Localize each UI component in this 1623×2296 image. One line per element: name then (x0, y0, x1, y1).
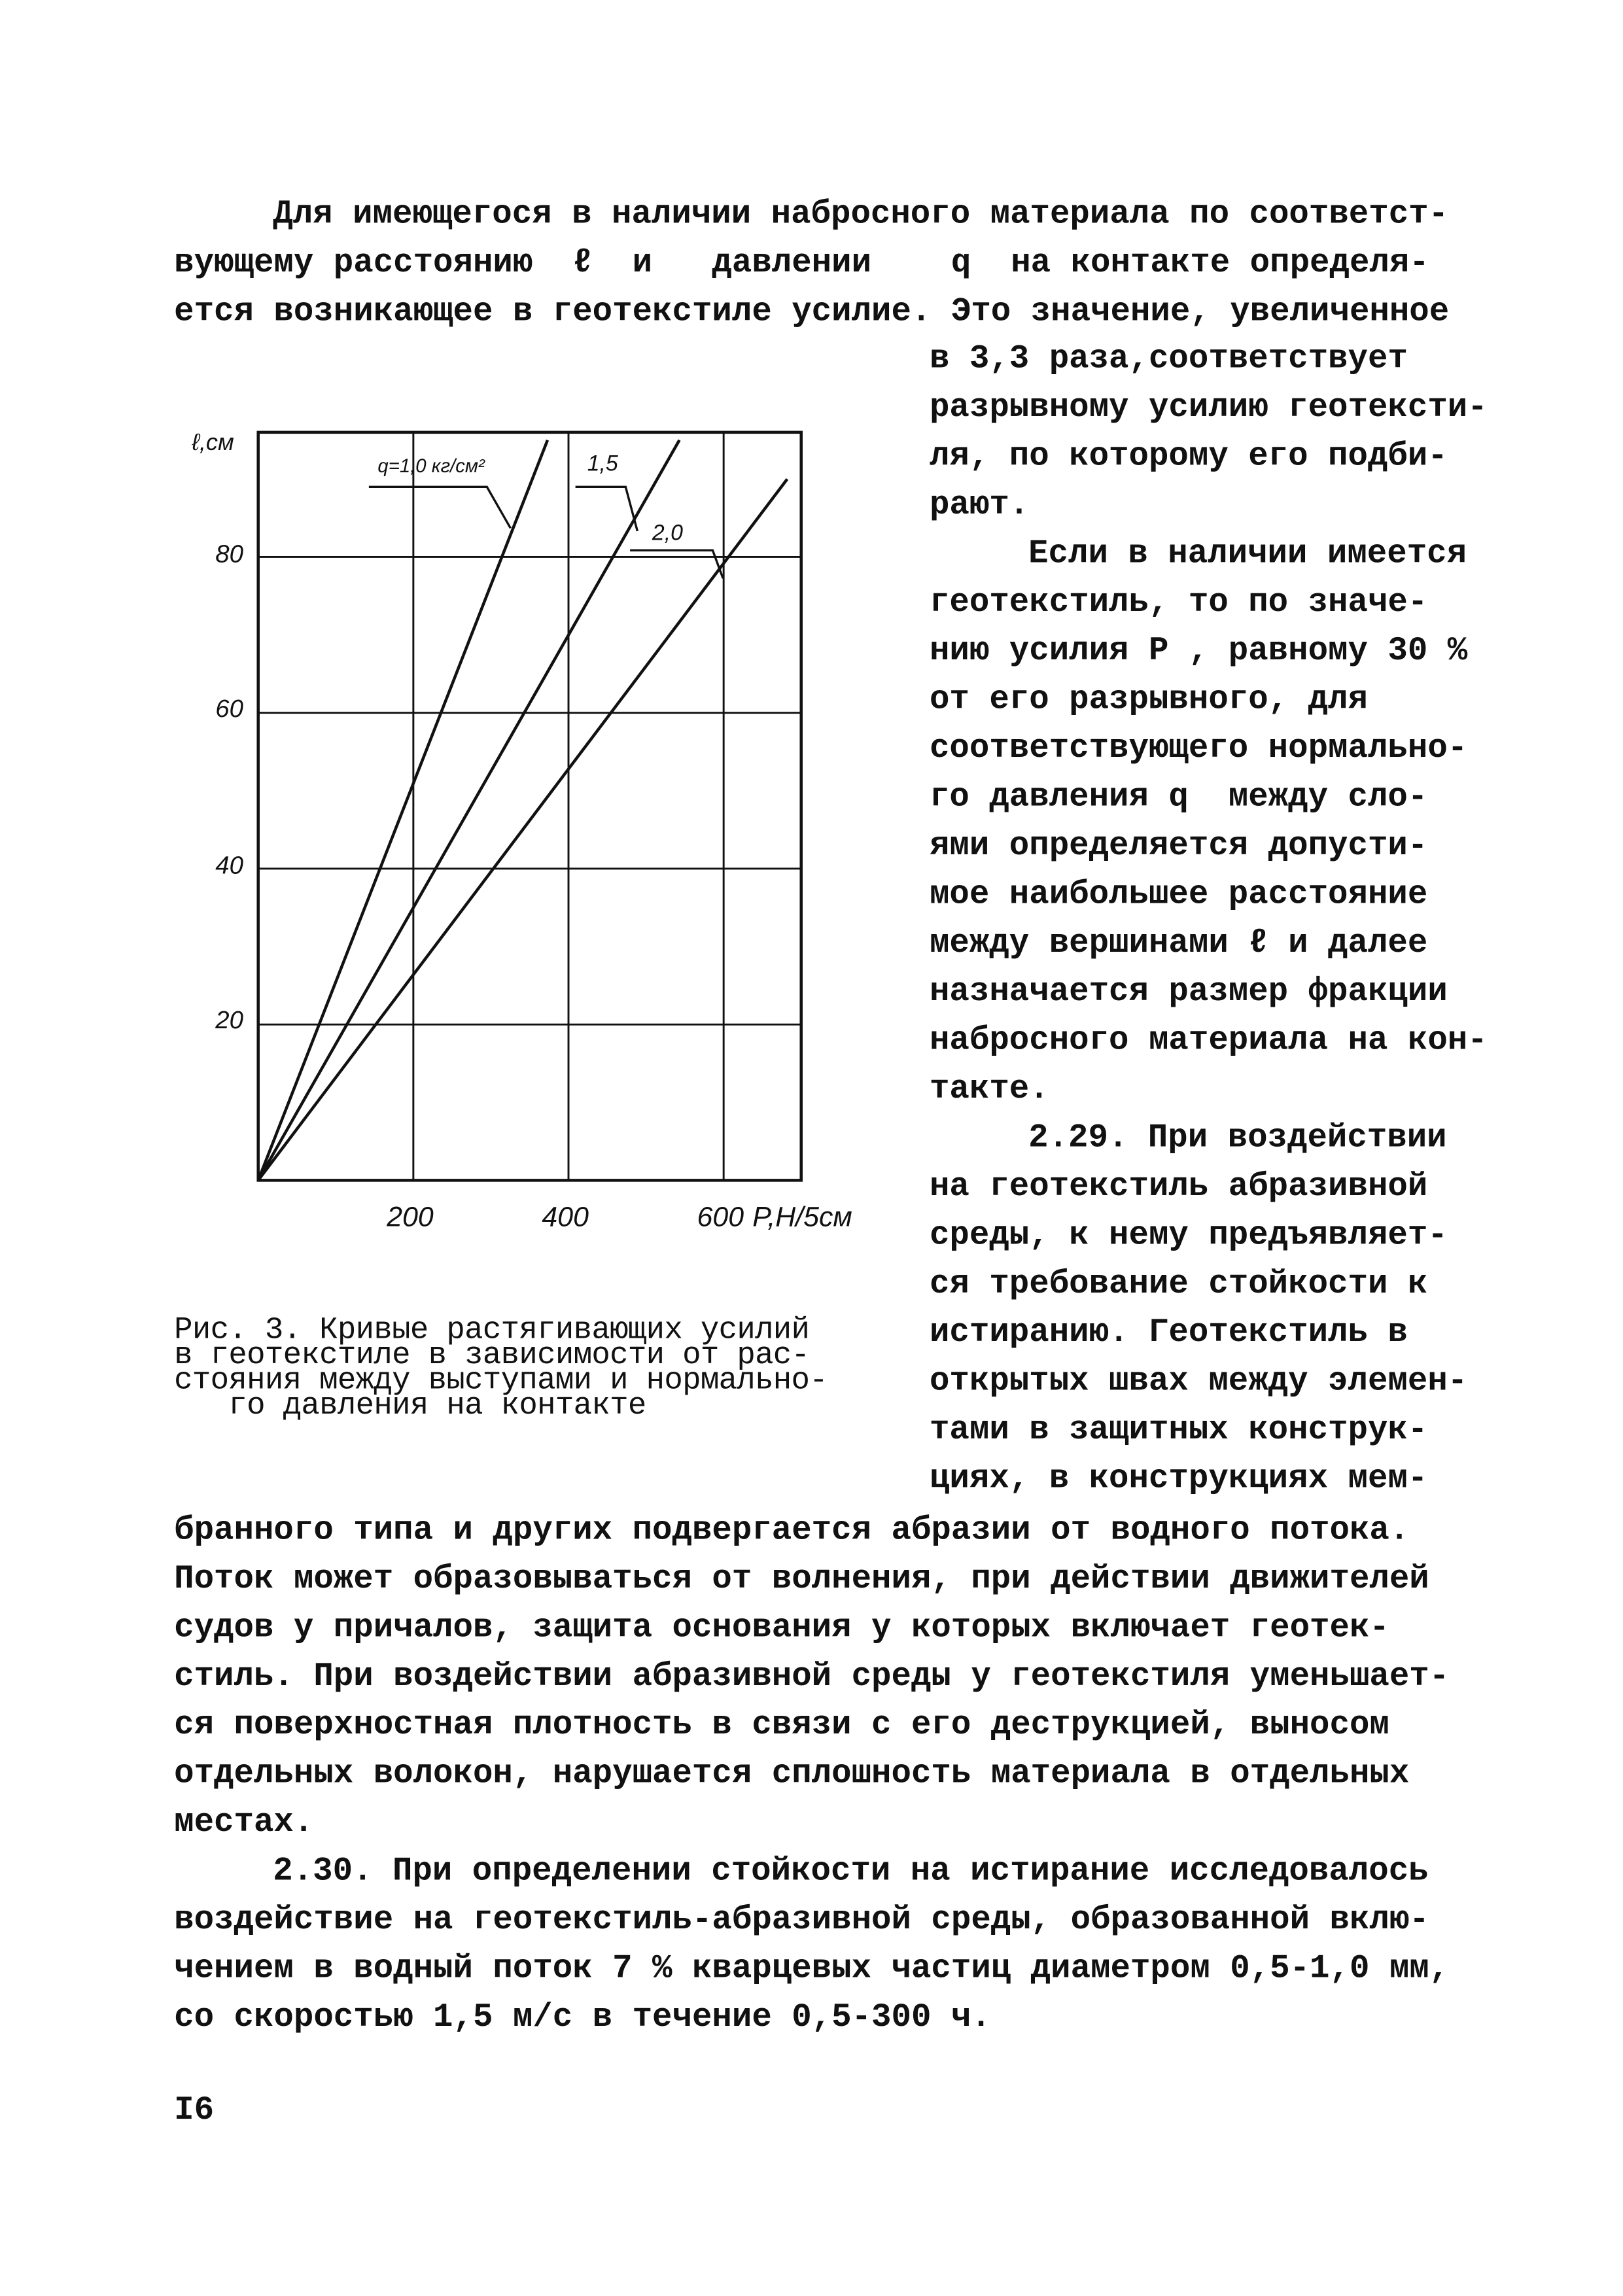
text-line: чением в водный поток 7 % кварцевых частиц диаметром 0,5-1,0 мм, (174, 1949, 1450, 1988)
text-line: такте. (929, 1070, 1049, 1108)
text-line: назначается размер фракции (929, 972, 1448, 1011)
figure-caption-line: го давления на контакте (174, 1389, 646, 1424)
text-line: го давления q между сло- (929, 777, 1428, 816)
text-line: Если в наличии имеется (1028, 534, 1467, 573)
x-axis-label: P,Н/5см (752, 1202, 852, 1234)
page-number: I6 (174, 2091, 215, 2129)
text-line: циях, в конструкциях мем- (929, 1459, 1428, 1498)
text-line: отдельных волокон, нарушается сплошность материала в отдельных (174, 1754, 1410, 1793)
text-line: Поток может образовываться от волнения, при действии движителей (174, 1559, 1429, 1598)
text-line: от его разрывного, для (929, 680, 1368, 719)
text-line: мое наибольшее расстояние (929, 875, 1428, 914)
y-tick-label: 80 (215, 539, 243, 568)
text-line: 2.29. При воздействии (1028, 1118, 1447, 1157)
text-line: со скоростью 1,5 м/с в течение 0,5-300 ч. (174, 1997, 991, 2036)
figure-caption-line: Рис. 3. Кривые растягивающих усилий (174, 1314, 810, 1349)
series-label: q=1,0 кг/см² (377, 454, 485, 477)
text-line: ется возникающее в геотекстиле усилие. Это значение, увеличенное (174, 292, 1450, 331)
text-line: местах. (174, 1803, 314, 1841)
series-label: 2,0 (652, 521, 683, 546)
text-line: 2.30. При определении стойкости на истирание исследовалось (273, 1851, 1429, 1890)
figure-caption-line: в геотекстиле в зависимости от рас- (174, 1339, 810, 1374)
y-tick-label: 20 (215, 1007, 243, 1035)
text-line: ся требование стойкости к (929, 1264, 1428, 1303)
leader-line (576, 487, 638, 531)
text-line: нию усилия P , равному 30 % (929, 631, 1468, 670)
text-line: ся поверхностная плотность в связи с его деструкцией, выносом (174, 1705, 1389, 1745)
series-line-1 (258, 440, 680, 1181)
text-line: ями определяется допусти- (929, 826, 1428, 865)
series-label: 1,5 (587, 451, 618, 477)
text-line: среды, к нему предъявляет- (929, 1215, 1448, 1255)
text-line: истиранию. Геотекстиль в (929, 1313, 1408, 1352)
text-line: набросного материала на кон- (929, 1020, 1488, 1060)
text-line: геотекстиль, то по значе- (929, 582, 1428, 621)
x-tick-label: 400 (542, 1202, 589, 1234)
text-line: соответствующего нормально- (929, 729, 1468, 767)
x-tick-label: 200 (387, 1202, 434, 1234)
text-line: в 3,3 раза,соответствует (929, 339, 1408, 378)
leader-line (630, 550, 723, 578)
text-line: рают. (929, 485, 1030, 524)
figure-caption-line: стояния между выступами и нормально- (174, 1365, 828, 1399)
text-line: тами в защитных конструк- (929, 1410, 1428, 1449)
series-line-2 (258, 479, 788, 1180)
y-tick-label: 60 (215, 695, 243, 723)
text-line: стиль. При воздействии абразивной среды у геотекстиля уменьшает- (174, 1656, 1450, 1696)
text-line: судов у причалов, защита основания у которых включает геотек- (174, 1608, 1389, 1647)
text-line: воздействие на геотекстиль-абразивной среды, образованной вклю- (174, 1900, 1429, 1939)
series-line-0 (258, 440, 548, 1181)
text-line: бранного типа и других подвергается абразии от водного потока. (174, 1510, 1410, 1550)
text-line: вующему расстоянию ℓ и давлении q на контакте определя- (174, 243, 1429, 282)
x-tick-label: 600 (697, 1202, 744, 1234)
text-line: на геотекстиль абразивной (929, 1167, 1428, 1206)
y-tick-label: 40 (215, 850, 243, 879)
leader-line (369, 487, 511, 528)
text-line: Для имеющегося в наличии набросного материала по соответст- (273, 194, 1449, 234)
text-line: открытых швах между элемен- (929, 1361, 1468, 1400)
text-line: разрывному усилию геотексти- (929, 388, 1488, 426)
text-line: между вершинами ℓ и далее (929, 923, 1428, 962)
text-line: ля, по которому его подби- (929, 436, 1448, 476)
y-axis-label: ℓ,см (192, 430, 234, 456)
chart-frame (258, 432, 801, 1181)
